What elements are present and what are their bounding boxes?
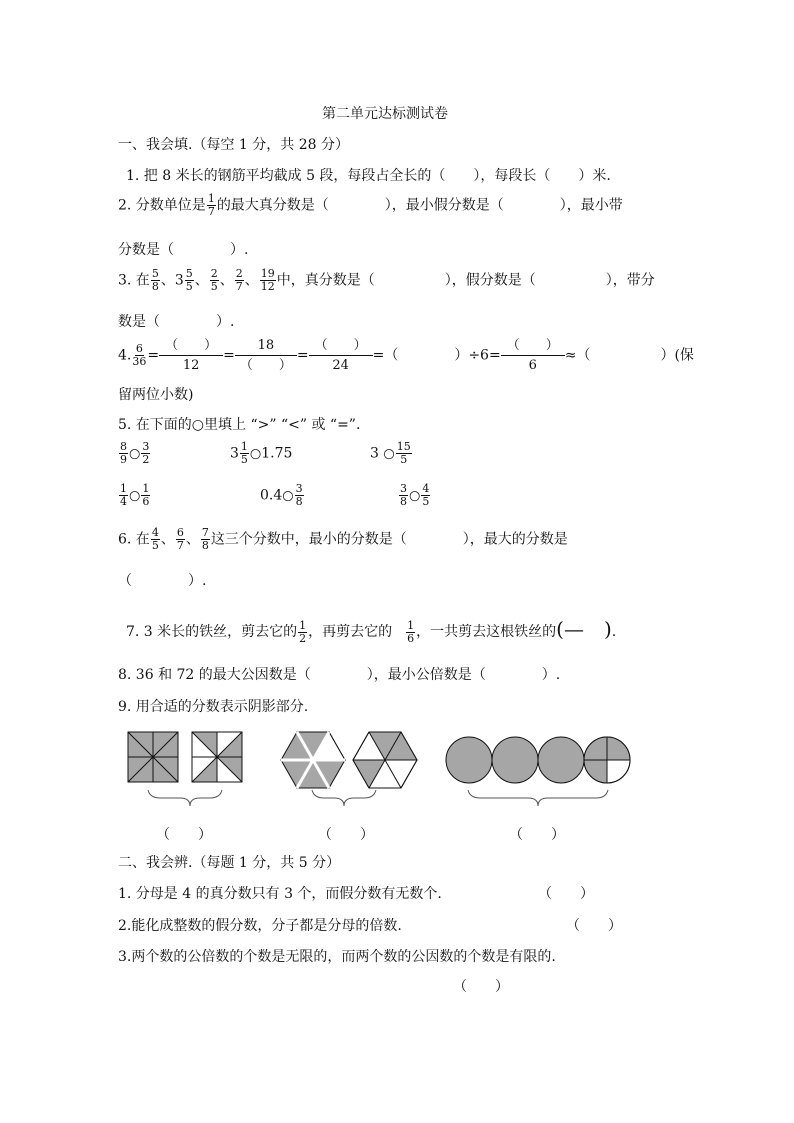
brace-2 [312, 790, 376, 806]
question-4-line2: 留两位小数) [118, 387, 194, 403]
q3-fraction-1: $\frac{5}{8}$ [151, 267, 159, 293]
answer-blank-3[interactable]: （ ） [509, 827, 565, 843]
compare-2c: $\frac{3}{8}$ ○ $\frac{4}{5}$ [400, 482, 430, 508]
question-1: 1. 把 8 米长的钢筋平均截成 5 段，每段占全长的（ ），每段长（ ）米. [126, 168, 611, 184]
judge-3: 3.两个数的公倍数的个数是无限的，而两个数的公因数的个数是有限的. [118, 949, 556, 965]
question-7: 7. 3 米长的铁丝，剪去它的 $\frac{1}{2}$ ，再剪去它的 $\frac{1}{6}$ ，一共剪去这根铁丝的(— ). [126, 617, 617, 645]
q2-rest: 的最大真分数是（ ），最小假分数是（ ），最小带 [216, 197, 623, 214]
q2-unit-fraction: $\frac{1}{7}$ [207, 192, 215, 218]
compare-circle[interactable]: ○ [409, 488, 421, 504]
q3-mixed-whole: 3 [174, 272, 184, 289]
square-figure-1 [128, 732, 178, 782]
judge-2: 2.能化成整数的假分数，分子都是分母的倍数. [118, 918, 402, 934]
compare-1a: $\frac{8}{9}$ ○ $\frac{3}{2}$ [120, 440, 150, 466]
hexagon-figure-1 [281, 732, 345, 788]
square-figure-2 [192, 732, 242, 782]
hexagon-figure-2 [353, 732, 417, 788]
circle-figures [446, 737, 630, 783]
q3-fraction-3: $\frac{2}{5}$ [210, 267, 218, 293]
compare-circle[interactable]: ○ [249, 446, 262, 462]
shaded-figures [0, 720, 794, 860]
compare-circle[interactable]: ○ [383, 446, 395, 462]
question-8: 8. 36 和 72 的最大公因数是（ ），最小公倍数是（ ）. [118, 667, 561, 683]
question-3-line2: 数是（ ）. [118, 314, 235, 330]
question-3: 3. 在 $\frac{5}{8}$ 、3 $\frac{5}{5}$ 、 $\frac{2}{5}$ 、 $\frac{2}{7}$ 、 $\frac{19}{12}$ 中，真分数是（ ），假分数是（ ），带分 [118, 267, 655, 293]
question-5: 5. 在下面的○里填上 “>” “<” 或 “=”. [118, 417, 361, 433]
question-4: 4. $\frac{6}{36}$ = （ ） 12 = 18 （ ） = （ ） 24 =（ ）÷6= （ ） 6 ≈（ ）(保 [118, 338, 694, 373]
q2-prefix: 2. 分数单位是 [118, 197, 206, 214]
compare-circle[interactable]: ○ [129, 488, 141, 504]
question-6: 6. 在 $\frac{4}{5}$ 、 $\frac{6}{7}$ 、 $\frac{7}{8}$ 这三个分数中，最小的分数是（ ），最大的分数是 [118, 526, 568, 552]
judge-1: 1. 分母是 4 的真分数只有 3 个，而假分数有无数个. [118, 886, 442, 902]
q4-fraction-2: （ ） 12 [159, 336, 223, 375]
q3-fraction-5: $\frac{19}{12}$ [260, 267, 275, 293]
brace-3 [468, 790, 608, 806]
judge-3-blank[interactable]: （ ） [453, 979, 509, 995]
section2-heading: 二、我会辨.（每题 1 分，共 5 分） [118, 855, 341, 871]
compare-2a: $\frac{1}{4}$ ○ $\frac{1}{6}$ [120, 482, 150, 508]
answer-blank-2[interactable]: （ ） [318, 827, 374, 843]
compare-1b: 3 $\frac{1}{5}$ ○1.75 [230, 440, 293, 466]
q4-fraction-3: 18 （ ） [235, 336, 297, 375]
section1-heading: 一、我会填.（每空 1 分，共 28 分） [118, 137, 349, 153]
question-2 [118, 193, 623, 218]
question-2-line2: 分数是（ ）. [118, 242, 249, 258]
q4-fraction-4: （ ） 24 [309, 336, 373, 375]
page-title: 第二单元达标测试卷 [322, 106, 448, 122]
question-9: 9. 用合适的分数表示阴影部分. [118, 699, 309, 715]
q3-fraction-4: $\frac{2}{7}$ [235, 267, 243, 293]
q4-fraction-5: （ ） 6 [501, 336, 565, 375]
q4-fraction-1: $\frac{6}{36}$ [132, 342, 147, 368]
compare-2b: 0.4○ $\frac{3}{8}$ [260, 482, 303, 508]
answer-blank-1[interactable]: （ ） [156, 827, 212, 843]
q7-answer-blank[interactable]: (— ) [556, 617, 612, 641]
compare-circle[interactable]: ○ [129, 446, 141, 462]
brace-1 [148, 790, 222, 806]
compare-circle[interactable]: ○ [282, 488, 294, 504]
q3-fraction-2: $\frac{5}{5}$ [185, 267, 193, 293]
judge-2-blank[interactable]: （ ） [566, 918, 622, 934]
q3-prefix: 3. 在 [118, 272, 150, 289]
q3-rest: 中，真分数是（ ），假分数是（ ），带分 [276, 272, 655, 289]
compare-1c: 3 ○ $\frac{15}{5}$ [370, 440, 411, 466]
judge-1-blank[interactable]: （ ） [538, 886, 594, 902]
q4-mid: =（ ）÷6= [372, 347, 501, 364]
q4-tail: ≈（ ）(保 [564, 347, 694, 364]
q4-prefix: 4. [118, 347, 132, 364]
question-6-line2: （ ）. [118, 573, 207, 589]
